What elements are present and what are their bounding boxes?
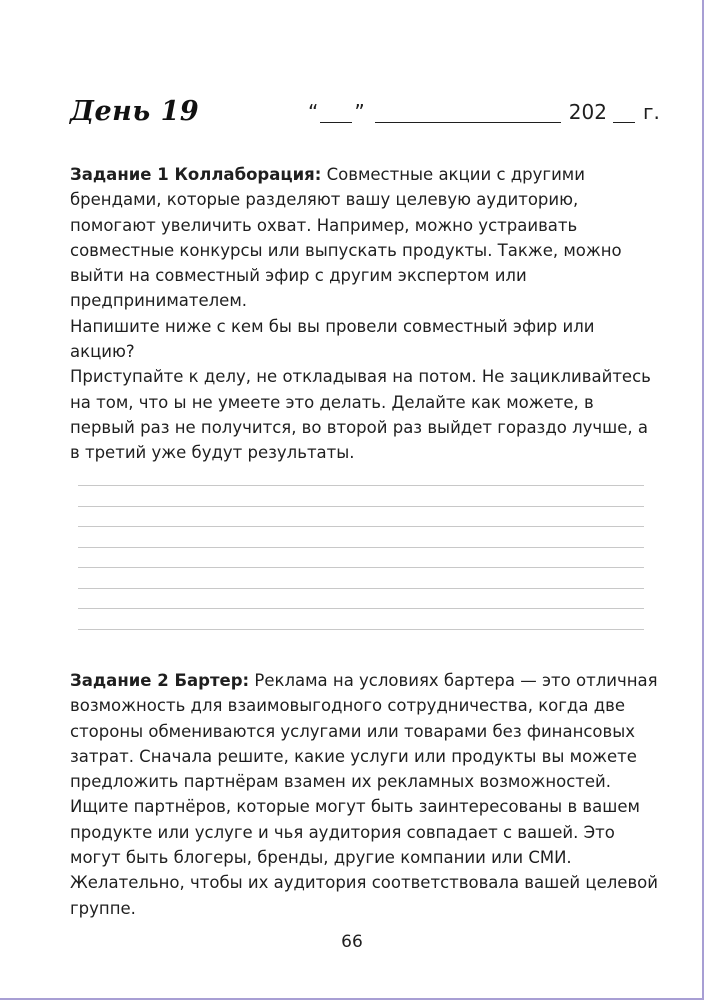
task-2-paragraph xyxy=(70,668,660,921)
date-year-suffix: г. xyxy=(642,100,660,124)
task-1-intro: Совместные акции с другими брендами, которые разделяют вашу целевую аудиторию, помогают увеличить охват. Например, можно устраивать совместные конкурсы или выпускать продукты. Также, можно выйти на совместный эфир с другим экспертом или предпринимателем. xyxy=(70,165,622,311)
answer-line[interactable] xyxy=(78,608,644,609)
date-open-quote: “ xyxy=(308,100,319,124)
answer-lines[interactable] xyxy=(78,485,644,649)
date-line xyxy=(308,100,660,124)
answer-line[interactable] xyxy=(78,588,644,589)
task-1-question: Напишите ниже с кем бы вы провели совместный эфир или акцию? xyxy=(70,316,595,362)
date-close-quote: ” xyxy=(354,100,365,124)
answer-line[interactable] xyxy=(78,567,644,568)
task-2-body: Реклама на условиях бартера — это отличная возможность для взаимовыгодного сотрудничества, когда две стороны обмениваются услугами или товарами без финансовых затрат. Сначала решите, какие услуги или продукты вы можете предложить партнёрам взамен их рекламных возможностей. Ищите партнёров, которые могут быть заинтересованы в вашем продукте или услуге и чья аудитория совпадает с вашей. Это могут быть блогеры, бренды, другие компании или СМИ. Желательно, чтобы их аудитория соответствовала вашей целевой группе. xyxy=(70,671,658,918)
answer-line[interactable] xyxy=(78,526,644,527)
answer-line[interactable] xyxy=(78,629,644,630)
task-1-heading: Задание 1 Коллаборация: xyxy=(70,165,322,184)
answer-line[interactable] xyxy=(78,547,644,548)
day-title: День 19 xyxy=(70,96,200,127)
task-1 xyxy=(70,162,660,466)
date-year-prefix: 202 xyxy=(568,100,607,124)
task-2-heading: Задание 2 Бартер: xyxy=(70,671,250,690)
answer-line[interactable] xyxy=(78,506,644,507)
task-1-advice: Приступайте к делу, не откладывая на потом. Не зацикливайтесь на том, что ы не умеете это делать. Делайте как можете, в первый раз не получится, во второй раз выйдет гораздо лучше, а в третий уже будут результаты. xyxy=(70,367,651,463)
page-number: 66 xyxy=(341,932,363,952)
date-day-blank[interactable] xyxy=(320,100,352,123)
answer-line[interactable] xyxy=(78,485,644,486)
task-1-intro-paragraph xyxy=(70,162,660,314)
task-2 xyxy=(70,668,660,921)
date-month-blank[interactable] xyxy=(375,100,561,123)
date-year-blank[interactable] xyxy=(613,100,635,123)
